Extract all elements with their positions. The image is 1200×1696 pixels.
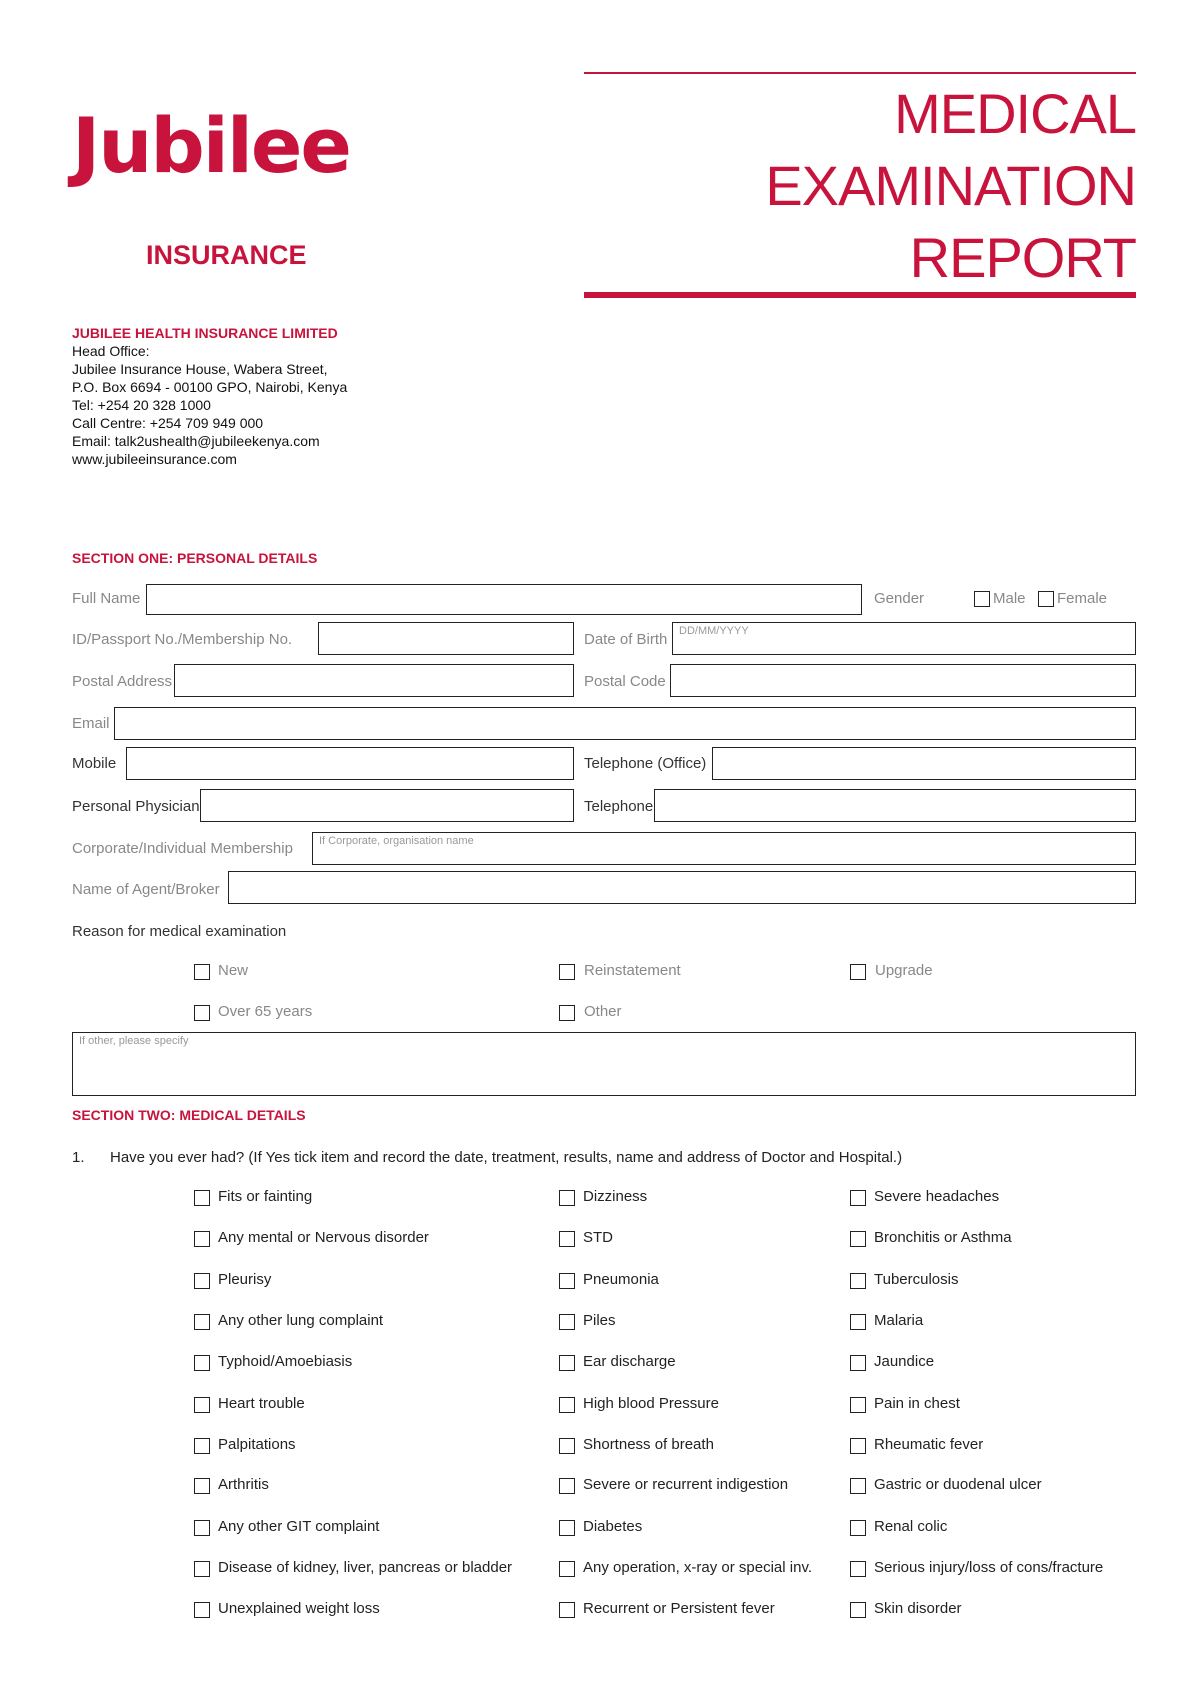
reason-upgrade-label: Upgrade — [875, 962, 933, 979]
reason-over65-checkbox[interactable] — [194, 1005, 210, 1021]
condition-label: Severe or recurrent indigestion — [583, 1476, 789, 1493]
condition-label: Typhoid/Amoebiasis — [218, 1353, 353, 1370]
postal-address-field[interactable] — [174, 664, 574, 697]
condition-label: Diabetes — [583, 1518, 643, 1535]
section-two-title: SECTION TWO: MEDICAL DETAILS — [72, 1107, 306, 1123]
condition-checkbox[interactable] — [559, 1561, 575, 1577]
condition-checkbox[interactable] — [850, 1478, 866, 1494]
condition-checkbox[interactable] — [194, 1478, 210, 1494]
other-specify-field[interactable] — [72, 1032, 1136, 1096]
section-one-title: SECTION ONE: PERSONAL DETAILS — [72, 550, 318, 566]
condition-label: Any operation, x-ray or special inv. — [583, 1559, 812, 1576]
dob-placeholder: DD/MM/YYYY — [679, 625, 749, 637]
address-line: Call Centre: +254 709 949 000 — [72, 415, 264, 431]
mobile-field[interactable] — [126, 747, 574, 780]
postal-code-field[interactable] — [670, 664, 1136, 697]
condition-checkbox[interactable] — [194, 1231, 210, 1247]
agent-broker-label: Name of Agent/Broker — [72, 881, 220, 898]
condition-checkbox[interactable] — [559, 1273, 575, 1289]
title-line-2: EXAMINATION — [765, 154, 1136, 217]
title-rule-bottom — [584, 292, 1136, 298]
condition-label: Severe headaches — [874, 1188, 1000, 1205]
condition-label: Renal colic — [874, 1518, 948, 1535]
postal-address-label: Postal Address — [72, 673, 173, 690]
condition-checkbox[interactable] — [850, 1561, 866, 1577]
condition-checkbox[interactable] — [194, 1520, 210, 1536]
id-passport-label: ID/Passport No./Membership No. — [72, 631, 293, 648]
condition-label: Shortness of breath — [583, 1436, 714, 1453]
dob-label: Date of Birth — [584, 631, 668, 648]
telephone-office-field[interactable] — [712, 747, 1136, 780]
male-label: Male — [993, 590, 1026, 607]
condition-label: STD — [583, 1229, 613, 1246]
dob-field[interactable] — [672, 622, 1136, 655]
condition-checkbox[interactable] — [194, 1355, 210, 1371]
condition-label: Palpitations — [218, 1436, 296, 1453]
condition-label: Piles — [583, 1312, 616, 1329]
address-line: P.O. Box 6694 - 00100 GPO, Nairobi, Kenya — [72, 379, 348, 395]
reason-reinstatement-label: Reinstatement — [584, 962, 681, 979]
condition-checkbox[interactable] — [194, 1602, 210, 1618]
male-checkbox[interactable] — [974, 591, 990, 607]
reason-upgrade-checkbox[interactable] — [850, 964, 866, 980]
jubilee-logo-wordmark: Jubilee — [72, 101, 350, 190]
title-line-3: REPORT — [909, 226, 1136, 289]
address-line: www.jubileeinsurance.com — [72, 451, 237, 467]
reason-title: Reason for medical examination — [72, 923, 287, 940]
condition-checkbox[interactable] — [194, 1273, 210, 1289]
jubilee-logo-subtitle: INSURANCE — [146, 240, 307, 270]
personal-physician-field[interactable] — [200, 789, 574, 822]
mobile-label: Mobile — [72, 755, 117, 772]
condition-label: High blood Pressure — [583, 1395, 719, 1412]
condition-checkbox[interactable] — [559, 1314, 575, 1330]
condition-label: Gastric or duodenal ulcer — [874, 1476, 1042, 1493]
condition-label: Pleurisy — [218, 1271, 272, 1288]
condition-label: Arthritis — [218, 1476, 269, 1493]
address-line: Tel: +254 20 328 1000 — [72, 397, 211, 413]
company-name: JUBILEE HEALTH INSURANCE LIMITED — [72, 325, 338, 341]
full-name-field[interactable] — [146, 584, 862, 615]
condition-checkbox[interactable] — [194, 1561, 210, 1577]
condition-checkbox[interactable] — [194, 1314, 210, 1330]
condition-checkbox[interactable] — [850, 1397, 866, 1413]
address-line: Jubilee Insurance House, Wabera Street, — [72, 361, 328, 377]
full-name-label: Full Name — [72, 590, 141, 607]
condition-label: Any other lung complaint — [218, 1312, 384, 1329]
condition-label: Dizziness — [583, 1188, 648, 1205]
other-specify-hint: If other, please specify — [79, 1035, 189, 1047]
reason-reinstatement-checkbox[interactable] — [559, 964, 575, 980]
condition-checkbox[interactable] — [850, 1520, 866, 1536]
condition-checkbox[interactable] — [559, 1355, 575, 1371]
address-line: Head Office: — [72, 343, 150, 359]
title-line-1: MEDICAL — [894, 82, 1136, 145]
condition-label: Any mental or Nervous disorder — [218, 1229, 429, 1246]
corporate-membership-field[interactable] — [312, 832, 1136, 865]
company-address — [72, 342, 347, 468]
female-checkbox[interactable] — [1038, 591, 1054, 607]
condition-label: Pneumonia — [583, 1271, 659, 1288]
corporate-membership-label: Corporate/Individual Membership — [72, 840, 293, 857]
condition-label: Heart trouble — [218, 1395, 305, 1412]
female-label: Female — [1057, 590, 1108, 607]
condition-label: Pain in chest — [874, 1395, 960, 1412]
condition-checkbox[interactable] — [850, 1355, 866, 1371]
agent-broker-field[interactable] — [228, 871, 1136, 904]
telephone-label: Telephone — [584, 798, 654, 815]
gender-label: Gender — [874, 590, 925, 607]
condition-checkbox[interactable] — [559, 1520, 575, 1536]
condition-label: Fits or fainting — [218, 1188, 313, 1205]
condition-checkbox[interactable] — [850, 1190, 866, 1206]
postal-code-label: Postal Code — [584, 673, 666, 690]
condition-checkbox[interactable] — [559, 1231, 575, 1247]
condition-label: Unexplained weight loss — [218, 1600, 380, 1617]
condition-checkbox[interactable] — [850, 1314, 866, 1330]
condition-checkbox[interactable] — [559, 1478, 575, 1494]
reason-other-label: Other — [584, 1003, 622, 1020]
email-label: Email — [72, 715, 110, 732]
condition-checkbox[interactable] — [194, 1438, 210, 1454]
condition-label: Any other GIT complaint — [218, 1518, 380, 1535]
condition-label: Recurrent or Persistent fever — [583, 1600, 775, 1617]
condition-checkbox[interactable] — [850, 1231, 866, 1247]
title-rule-top — [584, 72, 1136, 74]
condition-label: Jaundice — [874, 1353, 935, 1370]
personal-physician-label: Personal Physician — [72, 798, 200, 815]
reason-over65-label: Over 65 years — [218, 1003, 313, 1020]
question-1-number: 1. — [72, 1149, 85, 1166]
question-1-text: Have you ever had? (If Yes tick item and record the date, treatment, results, name and address of Doctor and Hospital.) — [110, 1149, 903, 1166]
email-field[interactable] — [114, 707, 1136, 740]
telephone-field[interactable] — [654, 789, 1136, 822]
telephone-office-label: Telephone (Office) — [584, 755, 707, 772]
condition-checkbox[interactable] — [850, 1438, 866, 1454]
condition-label: Disease of kidney, liver, pancreas or bladder — [218, 1559, 513, 1576]
condition-checkbox[interactable] — [850, 1273, 866, 1289]
condition-label: Tuberculosis — [874, 1271, 959, 1288]
address-line: Email: talk2ushealth@jubileekenya.com — [72, 433, 320, 449]
condition-checkbox[interactable] — [194, 1190, 210, 1206]
condition-checkbox[interactable] — [559, 1438, 575, 1454]
condition-checkbox[interactable] — [559, 1190, 575, 1206]
condition-checkbox[interactable] — [850, 1602, 866, 1618]
condition-label: Serious injury/loss of cons/fracture — [874, 1559, 1104, 1576]
condition-label: Bronchitis or Asthma — [874, 1229, 1012, 1246]
corporate-hint: If Corporate, organisation name — [319, 835, 474, 847]
condition-checkbox[interactable] — [194, 1397, 210, 1413]
condition-label: Skin disorder — [874, 1600, 962, 1617]
condition-checkbox[interactable] — [559, 1602, 575, 1618]
condition-checkbox[interactable] — [559, 1397, 575, 1413]
condition-label: Rheumatic fever — [874, 1436, 984, 1453]
condition-label: Ear discharge — [583, 1353, 676, 1370]
reason-new-label: New — [218, 962, 249, 979]
reason-other-checkbox[interactable] — [559, 1005, 575, 1021]
condition-label: Malaria — [874, 1312, 924, 1329]
id-passport-field[interactable] — [318, 622, 574, 655]
reason-new-checkbox[interactable] — [194, 964, 210, 980]
